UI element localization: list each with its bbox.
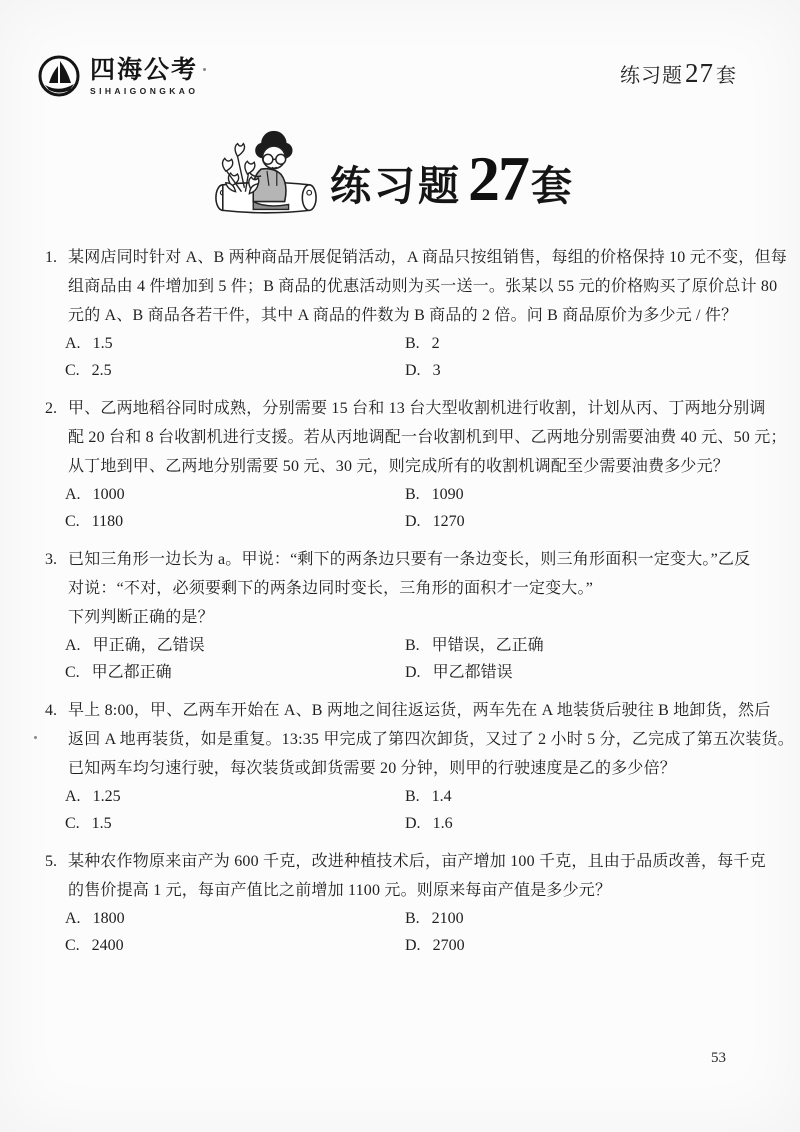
option-d	[405, 508, 760, 535]
option-text: 1180	[91, 513, 124, 530]
option-d	[405, 659, 760, 686]
scan-speck	[34, 736, 37, 739]
running-head-suffix: 套	[716, 65, 737, 87]
option-label: D.	[405, 362, 421, 379]
option-label: B.	[405, 637, 420, 654]
option-label: D.	[405, 937, 421, 954]
question-number: 3.	[45, 551, 57, 568]
option-b	[405, 632, 760, 659]
option-c	[65, 357, 405, 384]
question-5-body	[44, 847, 766, 905]
option-label: C.	[65, 362, 80, 379]
option-label: A.	[65, 335, 81, 352]
option-label: A.	[65, 910, 81, 927]
page-title-prefix: 练习题	[330, 163, 462, 209]
option-text: 2100	[431, 910, 464, 927]
question-list	[44, 243, 794, 959]
option-b	[405, 905, 760, 932]
option-label: B.	[405, 486, 420, 503]
option-d	[405, 810, 760, 837]
title-block	[212, 126, 575, 226]
option-a	[65, 330, 405, 357]
option-c	[65, 659, 405, 686]
option-text: 1.4	[431, 788, 452, 805]
option-label: C.	[65, 664, 80, 681]
option-label: D.	[405, 513, 421, 530]
question-2	[44, 394, 787, 535]
question-text-line: 组商品由 4 件增加到 5 件；B 商品的优惠活动则为买一送一。张某以 55 元的价格购买了原价总计 80	[68, 278, 778, 295]
question-number: 1.	[45, 249, 57, 266]
option-text: 1.6	[432, 815, 453, 832]
option-text: 2.5	[91, 362, 112, 379]
question-number: 2.	[45, 400, 57, 417]
question-text-line: 甲、乙两地稻谷同时成熟，分别需要 15 台和 13 台大型收割机进行收割，计划从丙、丁两地分别调	[68, 400, 766, 417]
option-label: B.	[405, 335, 420, 352]
option-text: 1.5	[91, 815, 112, 832]
option-text: 2	[431, 335, 440, 352]
option-text: 3	[432, 362, 441, 379]
option-label: B.	[405, 910, 420, 927]
question-text-line: 返回 A 地再装货，如是重复。13:35 甲完成了第四次卸货，又过了 2 小时 5 分，乙完成了第五次装货。	[68, 731, 794, 748]
option-label: C.	[65, 513, 80, 530]
question-text-line: 下列判断正确的是？	[68, 609, 214, 626]
running-head	[620, 58, 737, 89]
question-1-options	[44, 330, 760, 384]
question-number: 5.	[45, 853, 57, 870]
sailboat-logo-icon	[37, 54, 81, 98]
option-c	[65, 932, 405, 959]
page-title-suffix: 套	[531, 163, 575, 209]
option-text: 1800	[92, 910, 125, 927]
brand-header	[37, 54, 198, 98]
page-number: 53	[711, 1050, 726, 1066]
option-b	[405, 330, 760, 357]
option-text: 2700	[432, 937, 465, 954]
question-3	[44, 545, 760, 686]
option-text: 甲乙都错误	[432, 664, 513, 681]
option-d	[405, 932, 760, 959]
option-label: C.	[65, 937, 80, 954]
question-text-line: 某种农作物原来亩产为 600 千克，改进种植技术后，亩产增加 100 千克，且由于品质改善，每千克	[68, 853, 766, 870]
option-b	[405, 481, 760, 508]
option-a	[65, 632, 405, 659]
option-label: D.	[405, 664, 421, 681]
question-3-options	[44, 632, 760, 686]
question-4	[44, 696, 794, 837]
option-label: A.	[65, 637, 81, 654]
option-a	[65, 783, 405, 810]
brand-text	[90, 57, 198, 96]
option-text: 甲错误，乙正确	[431, 637, 544, 654]
question-5	[44, 847, 766, 959]
option-text: 甲正确，乙错误	[92, 637, 205, 654]
option-text: 1090	[431, 486, 464, 503]
student-illustration-icon	[212, 126, 320, 226]
question-4-body	[44, 696, 794, 783]
page-title-number: 27	[468, 143, 528, 214]
brand-name: 四海公考	[90, 55, 199, 84]
question-2-body	[44, 394, 787, 481]
option-a	[65, 905, 405, 932]
running-head-prefix: 练习题	[620, 65, 683, 87]
option-label: C.	[65, 815, 80, 832]
option-label: A.	[65, 486, 81, 503]
question-text-line: 早上 8:00，甲、乙两车开始在 A、B 两地之间往返运货，两车先在 A 地装货后驶往 B 地卸货，然后	[68, 702, 771, 719]
question-text-line: 元的 A、B 商品各若干件，其中 A 商品的件数为 B 商品的 2 倍。问 B 商品原价为多少元 / 件？	[68, 307, 738, 324]
question-4-options	[44, 783, 760, 837]
question-text-line: 某网店同时针对 A、B 两种商品开展促销活动，A 商品只按组销售，每组的价格保持 10 元不变，但每	[68, 249, 787, 266]
question-text-line: 配 20 台和 8 台收割机进行支援。若从丙地调配一台收割机到甲、乙两地分别需要油费 40 元、50 元；	[68, 429, 787, 446]
option-label: B.	[405, 788, 420, 805]
option-c	[65, 508, 405, 535]
option-a	[65, 481, 405, 508]
option-d	[405, 357, 760, 384]
question-3-body	[44, 545, 760, 632]
option-text: 1.5	[92, 335, 113, 352]
question-1-body	[44, 243, 787, 330]
page-title	[330, 143, 575, 214]
question-1	[44, 243, 787, 384]
question-text-line: 对说：“不对，必须要剩下的两条边同时变长，三角形的面积才一定变大。”	[68, 580, 594, 597]
question-text-line: 的售价提高 1 元，每亩产值比之前增加 1100 元。则原来每亩产值是多少元？	[68, 882, 612, 899]
option-text: 1000	[92, 486, 125, 503]
question-text-line: 从丁地到甲、乙两地分别需要 50 元、30 元，则完成所有的收割机调配至少需要油费多少元？	[68, 458, 730, 475]
option-text: 甲乙都正确	[91, 664, 172, 681]
option-c	[65, 810, 405, 837]
option-b	[405, 783, 760, 810]
question-text-line: 已知两车均匀速行驶，每次装货或卸货需要 20 分钟，则甲的行驶速度是乙的多少倍？	[68, 760, 677, 777]
running-head-number: 27	[685, 58, 714, 88]
question-text-line: 已知三角形一边长为 a。甲说：“剩下的两条边只要有一条边变长，则三角形面积一定变大。”乙反	[68, 551, 751, 568]
question-5-options	[44, 905, 760, 959]
option-text: 1.25	[92, 788, 121, 805]
question-number: 4.	[45, 702, 57, 719]
option-label: A.	[65, 788, 81, 805]
brand-subtitle: SIHAIGONGKAO	[90, 85, 199, 96]
option-text: 1270	[432, 513, 465, 530]
option-text: 2400	[91, 937, 124, 954]
scan-speck	[203, 68, 206, 71]
option-label: D.	[405, 815, 421, 832]
question-2-options	[44, 481, 760, 535]
